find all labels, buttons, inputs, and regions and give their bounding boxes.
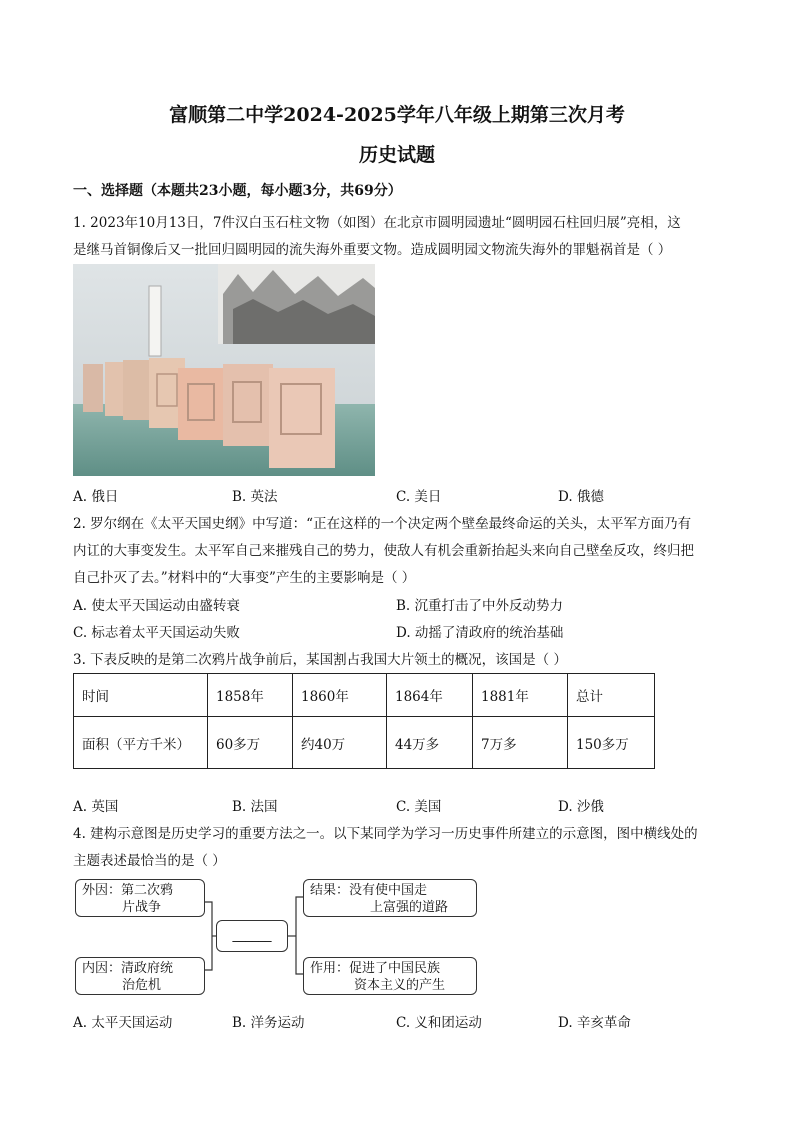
q4-option-c: C. 义和团运动 [396, 1015, 482, 1031]
q3-line1: 3. 下表反映的是第二次鸦片战争前后，某国割占我国大片领土的概况，该国是（ ） [73, 652, 567, 668]
q2-option-b: B. 沉重打击了中外反动势力 [396, 598, 564, 614]
table-cell: 60多万 [208, 717, 293, 769]
q1-option-b: B. 英法 [232, 489, 278, 505]
effect-line1: 作用：促进了中国民族 [310, 961, 441, 976]
q4-option-b: B. 洋务运动 [232, 1015, 305, 1031]
q2-option-c: C. 标志着太平天国运动失败 [73, 625, 240, 641]
center-topic-box [216, 920, 288, 952]
q3-option-a: A. 英国 [73, 799, 119, 815]
table-header-cell: 1864年 [387, 674, 473, 717]
external-cause-box [75, 879, 205, 917]
internal-cause-line2: 治危机 [122, 978, 162, 993]
territory-table [73, 673, 655, 769]
table-header-row [74, 674, 655, 717]
external-cause-line2: 片战争 [122, 900, 162, 915]
table-cell: 7万多 [473, 717, 568, 769]
q3-option-d: D. 沙俄 [558, 799, 604, 815]
table-header-cell: 1860年 [293, 674, 387, 717]
q1-option-d: D. 俄德 [558, 489, 604, 505]
external-cause-line1: 外因：第二次鸦 [82, 883, 174, 898]
exam-title: 富顺第二中学2024-2025学年八年级上期第三次月考 [169, 104, 625, 126]
q1-line2: 是继马首铜像后又一批回归圆明园的流失海外重要文物。造成圆明园文物流失海外的罪魁祸首是（ ） [73, 242, 672, 258]
q4-line1: 4. 建构示意图是历史学习的重要方法之一。以下某同学为学习一历史事件所建立的示意图，图中横线处的 [73, 826, 698, 842]
stone-pillar-photo [73, 264, 375, 476]
table-cell: 约40万 [293, 717, 387, 769]
internal-cause-box [75, 957, 205, 995]
result-line1: 结果：没有使中国走 [310, 883, 428, 898]
table-cell: 面积（平方千米） [74, 717, 208, 769]
q1-option-a: A. 俄日 [73, 489, 119, 505]
q3-option-b: B. 法国 [232, 799, 278, 815]
table-header-cell: 时间 [74, 674, 208, 717]
q2-line2: 内讧的大事变发生。太平军自己来摧残自己的势力，使敌人有机会重新抬起头来向自己壁垒反攻，终归把 [73, 543, 694, 559]
exam-subtitle: 历史试题 [358, 144, 435, 166]
table-cell: 44万多 [387, 717, 473, 769]
q2-line3: 自己扑灭了去。”材料中的“大事变”产生的主要影响是（ ） [73, 570, 416, 586]
q3-option-c: C. 美国 [396, 799, 442, 815]
q1-line1: 1. 2023年10月13日，7件汉白玉石柱文物（如图）在北京市圆明园遗址“圆明园石柱回归展”亮相，这 [73, 215, 681, 231]
result-box [303, 879, 477, 917]
effect-line2: 资本主义的产生 [354, 978, 446, 993]
section-heading: 一、选择题（本题共23小题，每小题3分，共69分） [73, 183, 402, 199]
internal-cause-line1: 内因：清政府统 [82, 961, 174, 976]
table-header-cell: 1858年 [208, 674, 293, 717]
stone-pillar-illustration [73, 264, 375, 476]
q2-option-d: D. 动摇了清政府的统治基础 [396, 625, 564, 641]
result-line2: 上富强的道路 [370, 900, 449, 915]
table-header-cell: 1881年 [473, 674, 568, 717]
q4-line2: 主题表述最恰当的是（ ） [73, 853, 226, 869]
q2-line1: 2. 罗尔纲在《太平天国史纲》中写道：“正在这样的一个决定两个壁垒最终命运的关头，太平军方面乃有 [73, 516, 692, 532]
q4-option-a: A. 太平天国运动 [73, 1015, 173, 1031]
table-row [74, 717, 655, 769]
center-topic-blank: ______ [232, 928, 272, 943]
table-cell: 150多万 [568, 717, 655, 769]
q2-option-a: A. 使太平天国运动由盛转衰 [73, 598, 240, 614]
q4-option-d: D. 辛亥革命 [558, 1015, 631, 1031]
q1-option-c: C. 美日 [396, 489, 442, 505]
table-header-cell: 总计 [568, 674, 655, 717]
effect-box [303, 957, 477, 995]
